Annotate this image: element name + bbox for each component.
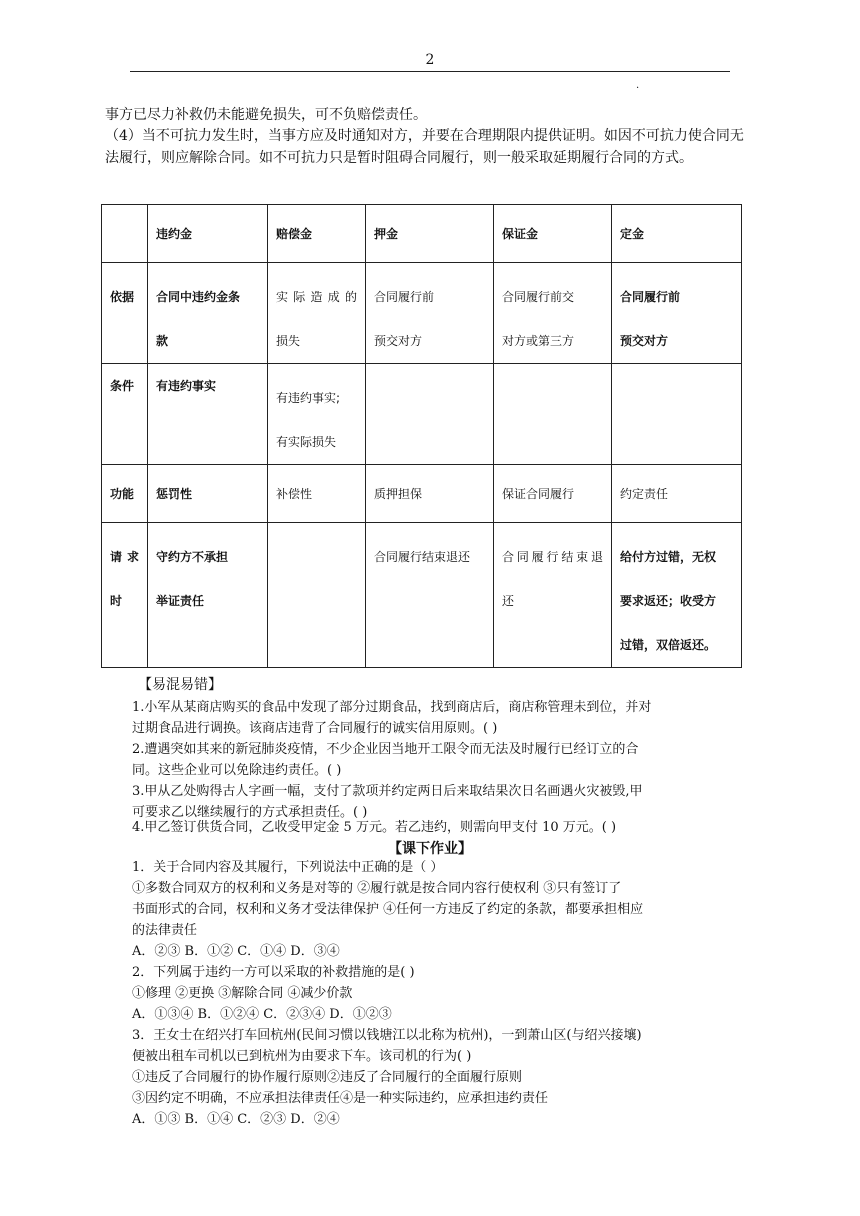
table-header-cell: 保证金: [494, 205, 612, 263]
table-row-label: 功能: [102, 465, 148, 523]
homework-questions: [132, 857, 734, 1130]
body-paragraph-1: 事方已尽力补救仍未能避免损失，可不负赔偿责任。: [105, 107, 427, 123]
easy-mistake-item: 4.甲乙签订供货合同，乙收受甲定金 5 万元。若乙违约，则需向甲支付 10 万元。( ): [132, 820, 617, 835]
table-cell: 质押担保: [366, 465, 494, 523]
homework-title: 【课下作业】: [388, 841, 472, 857]
table-cell: 合同履行前 预交对方: [612, 263, 742, 364]
homework-line: A．①③④ B．①②④ C．②③④ D．①②③: [132, 1007, 392, 1022]
table-cell: 实际造成的 损失: [268, 263, 366, 364]
homework-line: 3．王女士在绍兴打车回杭州(民间习惯以钱塘江以北称为杭州)，一到萧山区(与绍兴接壤): [132, 1028, 642, 1043]
homework-line: 的法律责任: [132, 923, 198, 938]
table-cell: 合同履行结束退 还: [494, 523, 612, 668]
table-cell: 合同履行结束退还: [366, 523, 494, 668]
table-cell: [366, 364, 494, 465]
homework-line: 书面形式的合同，权利和义务才受法律保护 ④任何一方违反了约定的条款，都要承担相应: [132, 902, 644, 917]
page-number: 2: [425, 52, 435, 68]
easy-mistake-item: 2.遭遇突如其来的新冠肺炎疫情，不少企业因当地开工限令而无法及时履行已经订立的合 同。这些企业可以免除违约责任。( ): [132, 742, 639, 778]
easy-mistake-item: 3.甲从乙处购得古人字画一幅，支付了款项并约定两日后来取结果次日名画遇火灾被毁,甲 可要求乙以继续履行的方式承担责任。( ): [132, 784, 643, 820]
homework-line: 便被出租车司机以已到杭州为由要求下车。该司机的行为( ): [132, 1049, 472, 1064]
easy-mistakes-title: 【易混易错】: [138, 677, 222, 693]
easy-mistake-item: 1.小军从某商店购买的食品中发现了部分过期食品，找到商店后，商店称管理未到位，并对 过期食品进行调换。该商店违背了合同履行的诚实信用原则。( ): [132, 700, 652, 736]
table-cell: 惩罚性: [148, 465, 268, 523]
table-header-cell: 赔偿金: [268, 205, 366, 263]
table-row: [102, 465, 742, 523]
table-row-label: 条件: [102, 364, 148, 465]
table-cell: 有违约事实: [148, 364, 268, 465]
table-row: [102, 364, 742, 465]
homework-line: A．②③ B．①② C．①④ D．③④: [132, 944, 340, 959]
table-header-cell: [102, 205, 148, 263]
table-header-cell: 定金: [612, 205, 742, 263]
table-cell: 守约方不承担 举证责任: [148, 523, 268, 668]
table-cell: 合同履行前 预交对方: [366, 263, 494, 364]
table-header-row: [102, 205, 742, 263]
table-cell: [494, 364, 612, 465]
table-cell: [612, 364, 742, 465]
table-row-label: 依据: [102, 263, 148, 364]
header-rule: [130, 71, 730, 72]
header-dot: .: [636, 80, 640, 91]
table-cell: 给付方过错，无权 要求返还；收受方 过错，双倍返还。: [612, 523, 742, 668]
table-row-label: 请求 时: [102, 523, 148, 668]
table-header-cell: 违约金: [148, 205, 268, 263]
table-cell: 有违约事实; 有实际损失: [268, 364, 366, 465]
homework-line: A．①③ B．①④ C．②③ D．②④: [132, 1112, 340, 1127]
table-cell: 合同中违约金条 款: [148, 263, 268, 364]
table-cell: 约定责任: [612, 465, 742, 523]
body-paragraph-2: （4）当不可抗力发生时，当事方应及时通知对方，并要在合理期限内提供证明。如因不可抗力使合同无法履行，则应解除合同。如不可抗力只是暂时阻碍合同履行，则一般采取延期履行合同的方式。: [105, 128, 744, 166]
table-cell: 保证合同履行: [494, 465, 612, 523]
table-cell: 合同履行前交 对方或第三方: [494, 263, 612, 364]
homework-line: ①违反了合同履行的协作履行原则②违反了合同履行的全面履行原则: [132, 1070, 523, 1085]
homework-line: ①修理 ②更换 ③解除合同 ④减少价款: [132, 986, 353, 1001]
table-row: [102, 523, 742, 668]
homework-line: 2．下列属于违约一方可以采取的补救措施的是( ): [132, 965, 415, 980]
homework-line: ③因约定不明确，不应承担法律责任④是一种实际违约，应承担违约责任: [132, 1091, 549, 1106]
table-cell: 补偿性: [268, 465, 366, 523]
table-header-cell: 押金: [366, 205, 494, 263]
homework-line: ①多数合同双方的权利和义务是对等的 ②履行就是按合同内容行使权利 ③只有签订了: [132, 881, 622, 896]
table-row: [102, 263, 742, 364]
homework-line: 1．关于合同内容及其履行，下列说法中正确的是（ ）: [132, 860, 444, 875]
table-cell: [268, 523, 366, 668]
comparison-table: [101, 204, 742, 668]
